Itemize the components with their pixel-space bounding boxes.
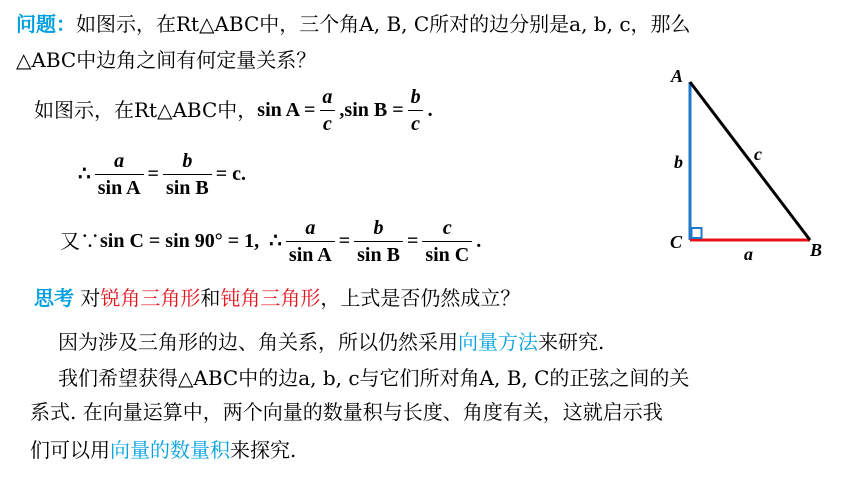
- fraction-b-over-sinb: [163, 150, 212, 199]
- period-2: .: [476, 230, 482, 252]
- right-triangle-diagram: [660, 60, 860, 270]
- denominator-sin-a-2: sin A: [286, 241, 335, 266]
- think-line: [34, 284, 520, 312]
- denominator-sin-a: sin A: [95, 174, 144, 199]
- para1-post: 来研究.: [538, 330, 605, 354]
- side-c-line: [690, 82, 810, 240]
- therefore-symbol-2: ∴: [269, 230, 282, 252]
- think-label: 思考: [34, 286, 74, 310]
- para2-line2: 系式. 在向量运算中，两个向量的数量积与长度、角度有关，这就启示我: [30, 400, 663, 424]
- fraction-a-over-c: [319, 86, 335, 135]
- side-c-label: c: [754, 144, 762, 164]
- vertex-c-label: C: [670, 232, 683, 252]
- period-1: .: [427, 99, 433, 121]
- vertex-b-label: B: [810, 240, 823, 260]
- numerator-c: c: [442, 216, 452, 239]
- side-a-label: a: [744, 244, 753, 264]
- fraction-b-over-sinb-2: [354, 217, 403, 266]
- denominator-c-2: c: [408, 110, 423, 135]
- therefore-symbol: ∴: [78, 163, 91, 185]
- fraction-a-over-sina: [95, 150, 144, 199]
- denominator-sin-c: sin C: [422, 241, 472, 266]
- para2-highlight: 向量的数量积: [110, 438, 230, 462]
- para2-line3-post: 来探究.: [230, 438, 297, 462]
- obtuse-triangle-text: 钝角三角形: [220, 286, 321, 310]
- fraction-a-over-sina-2: [286, 217, 335, 266]
- think-text-pre: 对: [80, 286, 101, 310]
- paragraph-2-line-1: [58, 364, 689, 392]
- problem-text-1: 如图示，在Rt△ABC中，三个角A, B, C所对的边分别是a, b, c，那么: [76, 12, 691, 36]
- denominator-sin-b: sin B: [163, 174, 212, 199]
- derivation-intro: 如图示，在Rt△ABC中，: [34, 98, 258, 122]
- sin-b-label: ,sin B =: [339, 99, 404, 121]
- derivation-line-1: [34, 82, 433, 138]
- para2-line3-pre: 们可以用: [30, 438, 110, 462]
- numerator-b-3: b: [373, 216, 384, 239]
- numerator-a-3: a: [305, 216, 316, 239]
- think-and: 和: [200, 286, 221, 310]
- sin-c-equation: sin C = sin 90° = 1,: [100, 230, 260, 252]
- think-text-post: ，上式是否仍然成立？: [320, 286, 521, 310]
- numerator-b-2: b: [182, 149, 193, 172]
- para1-pre: 因为涉及三角形的边、角关系，所以仍然采用: [58, 330, 458, 354]
- para1-highlight: 向量方法: [458, 330, 538, 354]
- para2-line1: 我们希望获得△ABC中的边a, b, c与它们所对角A, B, C的正弦之间的关: [58, 366, 690, 390]
- equals-2: =: [338, 230, 351, 252]
- numerator-a-2: a: [114, 149, 125, 172]
- problem-label: 问题：: [16, 12, 76, 36]
- paragraph-2-line-2: [30, 398, 663, 426]
- acute-triangle-text: 锐角三角形: [100, 286, 201, 310]
- fraction-b-over-c: [408, 86, 424, 135]
- problem-line-2: [16, 46, 316, 74]
- equals-3: =: [406, 230, 419, 252]
- vertex-a-label: A: [671, 66, 684, 86]
- problem-line-1: [16, 10, 691, 38]
- paragraph-2-line-3: [30, 436, 296, 464]
- side-b-label: b: [674, 152, 683, 172]
- problem-text-2: △ABC中边角之间有何定量关系？: [16, 48, 317, 72]
- equals-c: = c.: [215, 163, 247, 185]
- sin-a-label: sin A =: [257, 99, 316, 121]
- denominator-c: c: [320, 110, 335, 135]
- paragraph-1: [58, 328, 604, 356]
- numerator-a: a: [322, 85, 333, 108]
- fraction-c-over-sinc: [422, 217, 472, 266]
- derivation-line-3: [60, 212, 481, 270]
- right-angle-mark: [692, 228, 702, 238]
- equals-1: =: [147, 163, 159, 185]
- numerator-b: b: [410, 85, 421, 108]
- denominator-sin-b-2: sin B: [354, 241, 403, 266]
- derivation-line-2: [78, 146, 246, 202]
- also-because: 又∵: [60, 229, 100, 253]
